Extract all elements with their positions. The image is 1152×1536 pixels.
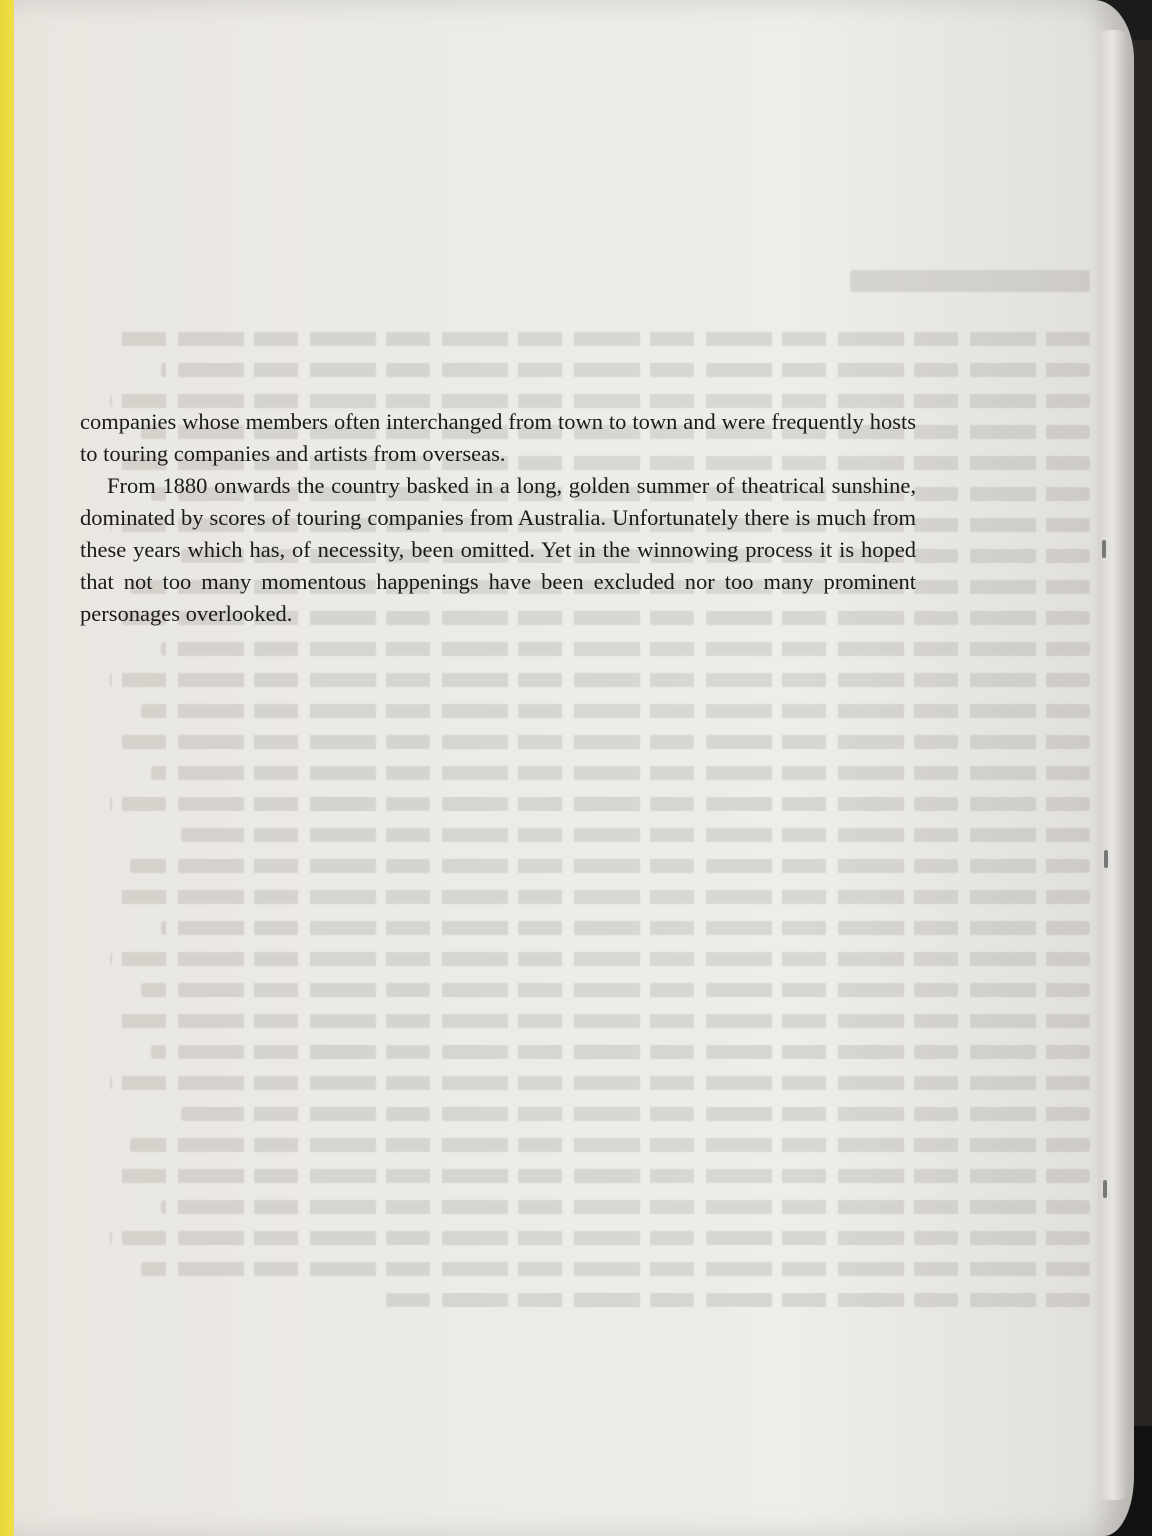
book-page xyxy=(14,0,1134,1536)
paragraph-continuation: companies whose members often interchanged from town to town and were frequently hosts to touring companies and artists from overseas. xyxy=(80,409,916,466)
binding-stitch xyxy=(1104,850,1108,868)
page-text-block xyxy=(80,406,916,630)
paragraph-1880-onwards: From 1880 onwards the country basked in a long, golden summer of theatrical sunshine, dominated by scores of touring companies from Australia. Unfortunately there is much from these years which has, of necessity, been omitted. Yet in the winnowing process it is hoped that not too many momentous happenings have been excluded nor too many prominent personages overlooked. xyxy=(80,473,916,626)
binding-stitch xyxy=(1103,1180,1107,1198)
binding-stitch xyxy=(1102,540,1106,558)
page-curl-edge xyxy=(1098,30,1128,1500)
